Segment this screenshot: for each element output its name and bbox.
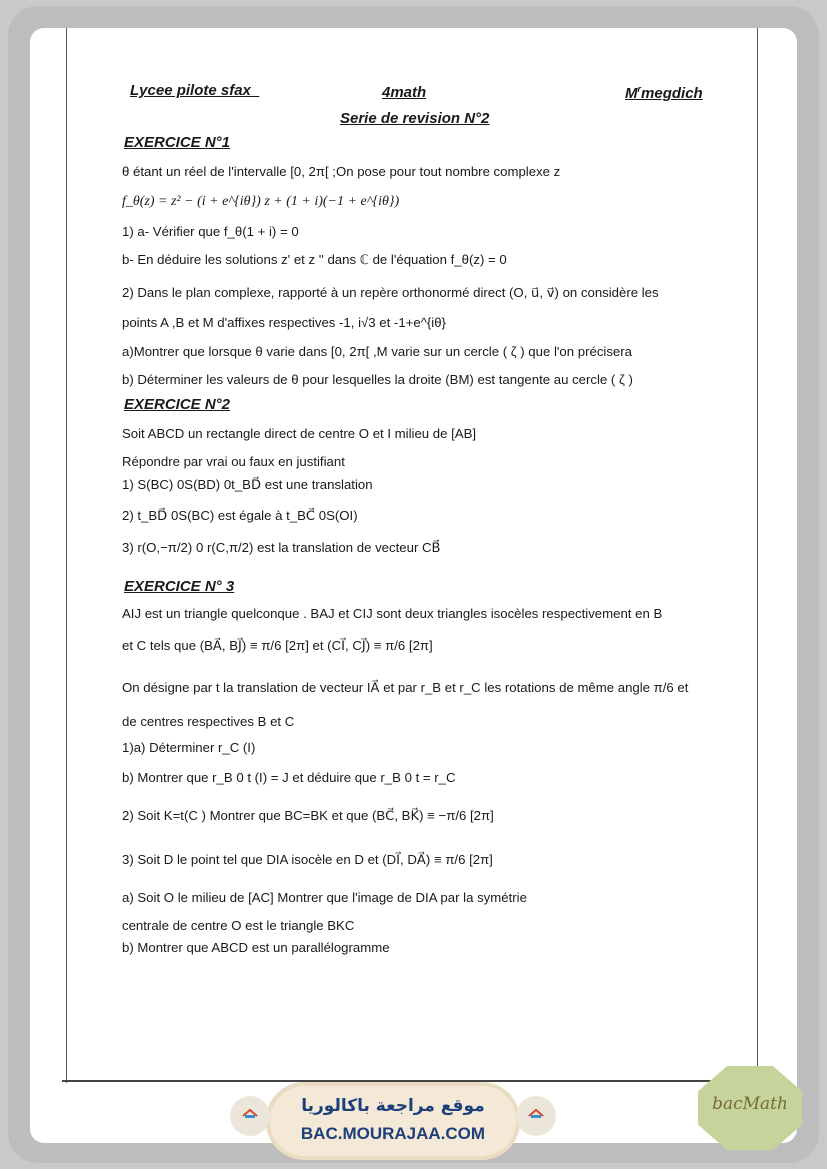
ex1-line-4: b- En déduire les solutions z' et z '' dans ℂ de l'équation f_θ(z) = 0 [122,252,507,267]
teacher-name: $M^rmegdich$ [625,84,703,102]
class-name: 4math [382,84,427,101]
footer-url-link[interactable]: BAC.MOURAJAA.COM [300,1124,486,1143]
site-logo-left-icon [230,1096,270,1136]
ex3-line-2: et C tels que (BA⃗, BJ⃗) ≡ π/6 [2π] et (CI⃗, CJ⃗) ≡ π/6 [2π] [122,638,433,653]
ex2-line-4: 2) t_BD⃗ 0S(BC) est égale à t_BC⃗ 0S(OI) [122,508,358,523]
page-border-right [757,28,758,1083]
ex3-line-8: 3) Soit D le point tel que DIA isocèle en D et (DI⃗, DA⃗) ≡ π/6 [2π] [122,852,493,867]
ex3-line-7: 2) Soit K=t(C ) Montrer que BC=BK et que (BC⃗, BK⃗) ≡ −π/6 [2π] [122,808,494,823]
ex3-line-10: centrale de centre O est le triangle BKC [122,918,355,933]
ex3-line-11: b) Montrer que ABCD est un parallélogramme [122,940,390,955]
ex1-line-7: a)Montrer que lorsque θ varie dans [0, 2π[ ,M varie sur un cercle ( ζ ) que l'on précisera [122,344,632,359]
ex2-line-5: 3) r(O,−π/2) 0 r(C,π/2) est la translation de vecteur CB⃗ [122,540,441,555]
exercise-2-title: EXERCICE N°2 [124,396,231,413]
ex3-line-1: AIJ est un triangle quelconque . BAJ et CIJ sont deux triangles isocèles respectivement en B [122,606,663,621]
ex3-line-4: de centres respectives B et C [122,714,295,729]
footer-arabic-text[interactable]: موقع مراجعة باكالوريا [301,1096,485,1116]
page-border-left [66,28,67,1083]
ex1-line-3: 1) a- Vérifier que f_θ(1 + i) = 0 [122,224,299,239]
ex3-line-9: a) Soit O le milieu de [AC] Montrer que l'image de DIA par la symétrie [122,890,527,905]
ex3-line-5: 1)a) Déterminer r_C (I) [122,740,256,755]
ex1-line-1: θ étant un réel de l'intervalle [0, 2π[ ;On pose pour tout nombre complexe z [122,164,561,179]
page-border-bottom [62,1080,762,1082]
ex3-line-6: b) Montrer que r_B 0 t (I) = J et déduire que r_B 0 t = r_C [122,770,456,785]
ex1-line-8: b) Déterminer les valeurs de θ pour lesquelles la droite (BM) est tangente au cercle ( ζ ) [122,372,633,387]
ex3-line-3: On désigne par t la translation de vecteur IA⃗ et par r_B et r_C les rotations de même angle π/6 et [122,680,689,695]
series-title: Serie de revision N°2 [340,110,490,127]
ex1-line-2: f_θ(z) = z² − (i + e^{iθ}) z + (1 + i)(−1 + e^{iθ}) [122,194,400,209]
site-logo-right-icon [516,1096,556,1136]
exercise-3-title: EXERCICE N° 3 [124,578,235,595]
document-page [30,28,797,1143]
ex2-line-1: Soit ABCD un rectangle direct de centre O et I milieu de [AB] [122,426,477,441]
bacmath-badge-text: bacMath [712,1094,788,1114]
school-name: Lycee pilote sfax_ [130,82,260,99]
ex1-line-5: 2) Dans le plan complexe, rapporté à un repère orthonormé direct (O, u⃗, v⃗) on considère les [122,285,659,300]
ex2-line-3: 1) S(BC) 0S(BD) 0t_BD⃗ est une translation [122,477,373,492]
ex1-line-6: points A ,B et M d'affixes respectives -1, i√3 et -1+e^{iθ} [122,315,446,330]
exercise-1-title: EXERCICE N°1 [124,134,231,151]
ex2-line-2: Répondre par vrai ou faux en justifiant [122,454,345,469]
